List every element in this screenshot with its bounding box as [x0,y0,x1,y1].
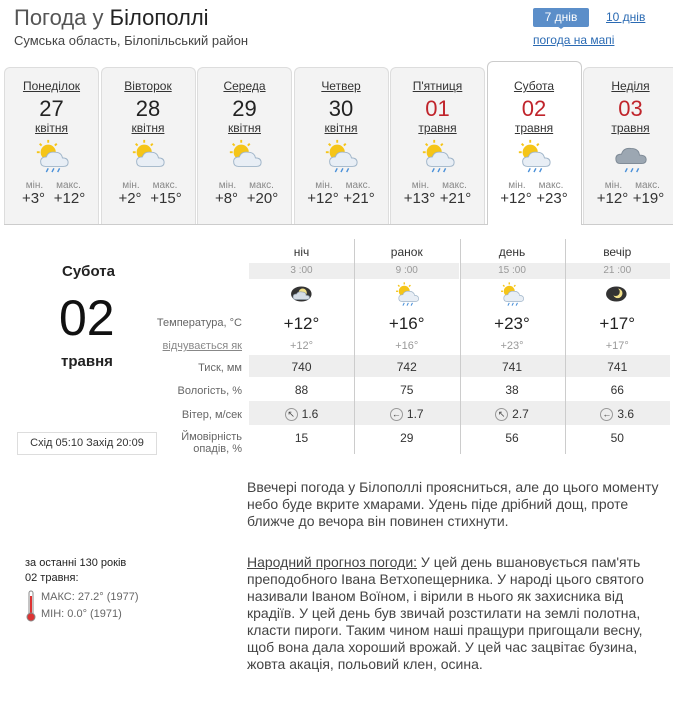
tab-date: 28 [135,96,161,121]
tab-max-temp: +23° [536,190,568,207]
precip-value: 29 [400,431,414,445]
tab-date: 03 [618,96,643,121]
pressure-value: 741 [607,360,628,374]
tab-date: 27 [39,96,64,121]
pressure-cell [354,357,459,377]
detail-month: травня [61,353,113,370]
period-name: ніч [293,245,310,259]
period-time: 3 :00 [249,263,354,279]
folk-forecast-text: У цей день вшановується пам'ять преподобного Івана Ветхопещерника. У народі цього святого називали Іваном Воїном, і вірили в нього як захисника від крадіїв. У цей день був звичай розстилати на землі полотна, класти пироги. Таким чином наші пращури пригощали весну, щоб вона дала хороший врожай. У цей час зацвітає бузина, жовта акація, польовий клен, осина. [247,554,644,672]
tab-min-temp: +12° [307,190,339,207]
temp-cell [249,311,354,337]
partly-cloudy-rain-icon [494,281,530,307]
max-label: макс. [56,180,81,191]
temp-label: Температура, °C [156,317,242,329]
history-max: МАКС: 27.2° (1977) [41,591,139,603]
pressure-cell [565,357,670,377]
day-tab[interactable] [294,67,389,225]
tab-min-temp: +13° [403,190,436,207]
night-moon-icon [599,281,635,307]
feels-value: +16° [395,340,419,352]
tab-month: квітня [324,121,358,135]
feels-cell [565,337,670,355]
tab-max-temp: +20° [246,190,279,207]
wind-direction-icon: ← [602,409,612,420]
wind-label: Вітер, м/сек [181,409,242,421]
min-label: мін. [315,180,333,191]
precip-cell [354,428,459,448]
precip-value: 15 [294,431,309,445]
tab-day-name[interactable]: Вівторок [124,79,172,93]
tab-min-temp: +8° [214,190,239,207]
period-column [354,239,459,312]
city-name: Білополлі [109,5,209,30]
rain-cloud-icon [609,138,653,174]
partly-cloudy-rain-icon [30,138,74,174]
precip-value: 50 [610,431,624,445]
tab-min-temp: +2° [118,190,142,207]
tab-month: травня [418,121,457,135]
partly-cloudy-rain-icon [512,138,556,174]
temp-cell [565,311,670,337]
min-label: мін. [122,180,140,191]
wind-speed: 1.6 [301,407,319,421]
history-date: 02 травня: [25,572,79,584]
tab-day-name[interactable]: П'ятниця [412,79,463,93]
detail-date: 02 [59,290,115,346]
tab-month: квітня [35,121,68,135]
region-subtitle: Сумська область, Білопільський район [14,33,249,48]
tab-min-temp: +3° [21,190,46,207]
pressure-label: Тиск, мм [198,362,242,374]
detail-day-name: Субота [62,263,115,280]
day-tab[interactable] [583,67,673,225]
title-prefix: Погода [14,5,87,30]
sunrise-sunset: Схід 05:10 Захід 20:09 [17,432,157,455]
temp-value: +17° [599,314,636,333]
day-tabs [4,67,673,225]
humidity-cell [354,380,459,400]
wind-speed: 2.7 [512,407,529,421]
humidity-value: 88 [294,383,309,397]
pressure-value: 741 [501,360,523,374]
period-name: вечір [603,245,632,259]
precip-cell [460,428,565,448]
min-label: мін. [411,180,430,191]
tab-min-temp: +12° [596,190,629,207]
precip-cell [249,428,354,448]
precip-label-2: опадів, % [193,443,242,455]
history-min: МІН: 0.0° (1971) [41,608,122,620]
humidity-value: 66 [610,383,624,397]
humidity-cell [460,380,565,400]
tab-max-temp: +19° [632,190,665,207]
day-tab[interactable] [4,67,99,225]
feels-cell [460,337,565,355]
page-title [14,5,209,31]
period-name: ранок [390,245,423,259]
precip-label: Ймовірність [181,431,242,443]
7-days-button[interactable]: 7 днів [533,8,589,27]
history-block [25,556,126,586]
thermometer-icon [26,590,36,622]
temp-value: +23° [494,314,530,333]
title-prep: у [92,5,104,30]
feels-label[interactable]: відчувається як [162,340,242,352]
feels-value: +12° [289,340,314,352]
precip-cell [565,428,670,448]
period-column [460,239,565,312]
partly-cloudy-rain-icon [416,138,460,174]
tab-month: травня [611,121,650,135]
wind-direction-icon: ↖ [495,408,508,421]
folk-forecast-label: Народний прогноз погоди: [247,554,418,570]
temp-cell [354,311,459,337]
tab-day-name[interactable]: Неділя [611,79,650,93]
precip-value: 56 [505,431,519,445]
humidity-label: Вологість, % [177,385,242,397]
max-label: макс. [345,180,371,191]
min-label: мін. [218,180,237,191]
day-tab[interactable] [390,67,485,225]
feels-value: +17° [605,340,629,352]
tab-month: квітня [228,121,261,135]
partly-cloudy-rain-icon [319,138,363,174]
tab-day-name[interactable]: Субота [513,79,555,93]
tab-date: 01 [425,96,450,121]
day-tab[interactable] [197,67,292,225]
max-label: макс. [152,180,178,191]
feels-cell [354,337,459,355]
max-label: макс. [442,180,467,191]
temp-value: +16° [388,314,425,333]
tab-max-temp: +12° [53,190,86,207]
pressure-cell [460,357,565,377]
10-days-link[interactable]: 10 днів [606,10,646,24]
max-label: макс. [538,180,564,191]
day-tab[interactable] [101,67,196,225]
period-name: день [498,245,526,259]
tab-max-temp: +15° [150,190,182,207]
period-time: 9 :00 [354,263,459,279]
period-time: 15 :00 [460,263,565,279]
wind-speed: 1.7 [406,407,424,421]
max-label: макс. [635,180,660,191]
temp-value: +12° [283,314,320,333]
humidity-cell [565,380,670,400]
min-label: мін. [604,180,623,191]
wind-cell [460,403,565,425]
wind-cell [565,403,670,425]
period-time: 21 :00 [565,263,670,279]
min-label: мін. [508,180,526,191]
tab-date: 02 [521,96,547,121]
folk-forecast [247,554,665,673]
partly-cloudy-icon [223,138,267,174]
wind-speed: 3.6 [617,407,635,421]
tab-date: 29 [232,96,257,121]
tab-min-temp: +12° [500,190,532,207]
humidity-cell [249,380,354,400]
tab-max-temp: +21° [439,190,472,207]
weather-map-link[interactable]: погода на мапі [533,33,615,47]
tab-date: 30 [328,96,354,121]
feels-cell [249,337,354,355]
period-column [249,239,354,312]
night-cloud-icon [284,281,320,307]
max-label: макс. [249,180,274,191]
wind-cell [354,403,459,425]
partly-cloudy-icon [126,138,170,174]
tab-month: квітня [131,121,165,135]
temp-cell [460,311,565,337]
wind-cell [249,403,354,425]
humidity-value: 38 [505,383,519,397]
weather-description: Ввечері погода у Білополлі проясниться, але до цього моменту небо буде вкрите хмарами. Удень піде дрібний дощ, проте ближче до вечора він повинен стихнути. [247,479,659,529]
wind-direction-icon: ↖ [285,408,298,421]
pressure-value: 740 [291,360,312,374]
tab-max-temp: +21° [343,190,375,207]
feels-value: +23° [500,340,524,352]
partly-cloudy-rain-icon [389,281,425,307]
history-period: за останні 130 років [25,557,127,569]
day-detail-panel [4,224,673,722]
pressure-value: 742 [396,360,417,374]
tab-day-name[interactable]: Середа [223,79,266,93]
humidity-value: 75 [400,383,414,397]
day-tab[interactable] [487,61,582,225]
wind-direction-icon: ← [391,409,401,420]
tab-day-name[interactable]: Понеділок [22,79,81,93]
min-label: мін. [25,180,44,191]
tab-month: травня [514,121,554,135]
pressure-cell [249,357,354,377]
period-column [565,239,670,312]
tab-day-name[interactable]: Четвер [321,79,361,93]
